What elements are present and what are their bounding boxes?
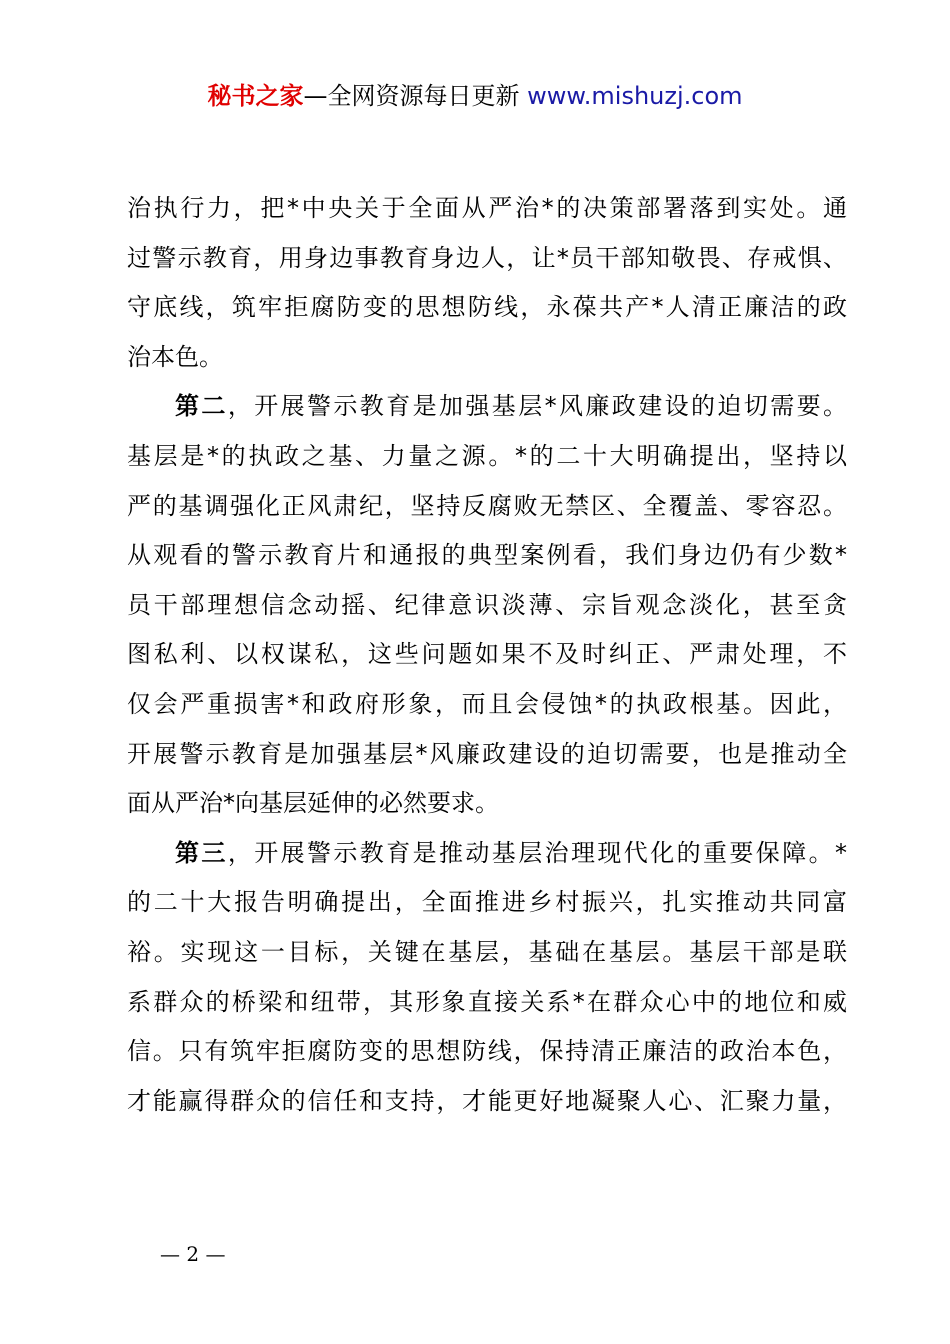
- paragraph-lead: 第三: [175, 838, 228, 867]
- text-line: 治执行力，把*中央关于全面从严治*的决策部署落到实处。通: [127, 194, 847, 222]
- text-line: 开展警示教育是加强基层*风廉政建设的迫切需要，也是推动全: [127, 739, 847, 768]
- text-line: 从观看的警示教育片和通报的典型案例看，我们身边仍有少数*: [127, 541, 847, 570]
- text-line: 员干部理想信念动摇、纪律意识淡薄、宗旨观念淡化，甚至贪: [127, 590, 847, 619]
- text-line: 图私利、以权谋私，这些问题如果不及时纠正、严肃处理，不: [127, 640, 847, 669]
- brand-name: 秘书之家: [207, 82, 304, 110]
- text-line: 才能赢得群众的信任和支持，才能更好地凝聚人心、汇聚力量，: [127, 1086, 847, 1115]
- text-line: 的二十大报告明确提出，全面推进乡村振兴，扎实推动共同富: [127, 888, 847, 917]
- text-segment: ，开展警示教育是加强基层*风廉政建设的迫切需要。: [227, 392, 848, 421]
- text-line: 信。只有筑牢拒腐防变的思想防线，保持清正廉洁的政治本色，: [127, 1037, 847, 1066]
- text-line: 严的基调强化正风肃纪，坚持反腐败无禁区、全覆盖、零容忍。: [127, 491, 847, 520]
- text-line: 系群众的桥梁和纽带，其形象直接关系*在群众心中的地位和威: [127, 987, 847, 1016]
- page-number: — 2 —: [160, 1242, 226, 1266]
- text-segment: ，开展警示教育是推动基层治理现代化的重要保障。*: [227, 838, 848, 867]
- paragraph-first-line: [127, 829, 847, 879]
- text-line: 仅会严重损害*和政府形象，而且会侵蚀*的执政根基。因此，: [127, 689, 847, 718]
- paragraph-first-line: [127, 382, 847, 432]
- banner-tagline: —全网资源每日更新: [303, 82, 528, 110]
- site-url-link[interactable]: www.mishuzj.com: [527, 82, 743, 110]
- text-line: 基层是*的执政之基、力量之源。*的二十大明确提出，坚持以: [127, 441, 847, 470]
- text-line: 面从严治*向基层延伸的必然要求。: [127, 789, 499, 818]
- text-line: 治本色。: [127, 342, 223, 371]
- paragraph-lead: 第二: [175, 392, 228, 421]
- site-banner: [0, 80, 950, 112]
- text-line: 裕。实现这一目标，关键在基层，基础在基层。基层干部是联: [127, 937, 847, 966]
- text-line: 守底线，筑牢拒腐防变的思想防线，永葆共产*人清正廉洁的政: [127, 293, 847, 322]
- text-line: 过警示教育，用身边事教育身边人，让*员干部知敬畏、存戒惧、: [127, 243, 847, 272]
- document-body: [127, 184, 847, 1126]
